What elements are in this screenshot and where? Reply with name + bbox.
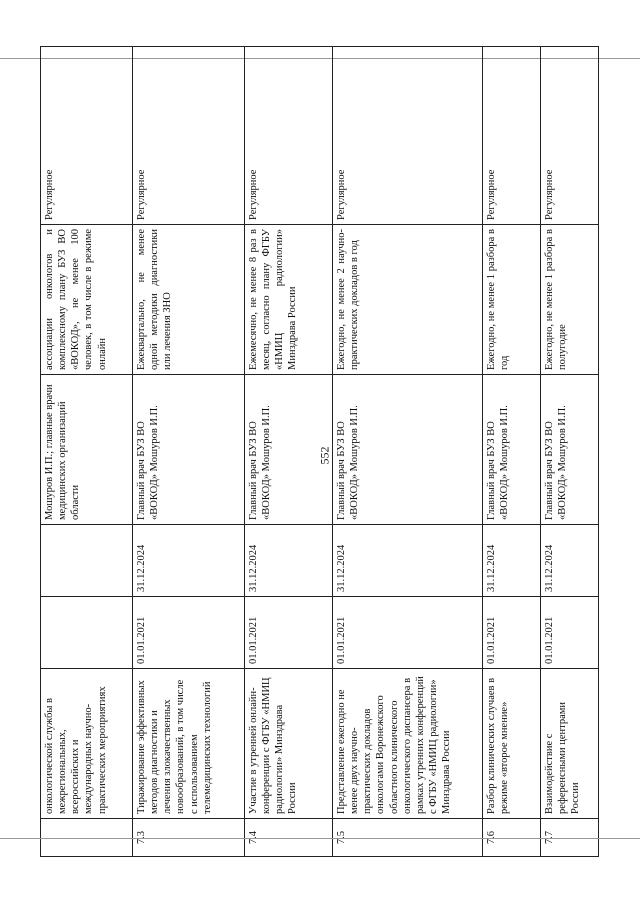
indicator-cell: Ежегодно, не менее 2 научно-практических докладов в год (333, 225, 483, 375)
responsible-cell: Главный врач БУЗ ВО «ВОКОД» Мошуров И.П. (333, 375, 483, 525)
type-cell: Регулярное (41, 47, 133, 225)
start-date-cell: 01.01.2021 (133, 597, 245, 669)
indicator-cell: Ежегодно, не менее 1 разбора в год (483, 225, 541, 375)
indicator-cell: Ежегодно, не менее 1 разбора в полугодие (541, 225, 599, 375)
type-cell: Регулярное (245, 47, 333, 225)
indicator-cell: Ежеквартально, не менее одной методики диагностики или лечения ЗНО (133, 225, 245, 375)
start-date-cell: 01.01.2021 (245, 597, 333, 669)
end-date-cell: 31.12.2024 (133, 525, 245, 597)
plan-table (40, 46, 599, 857)
end-date-cell: 31.12.2024 (333, 525, 483, 597)
indicator-cell: Ежемесячно, не менее 8 раз в месяц, согласно плану ФГБУ «НМИЦ радиологии» Минздрава России (245, 225, 333, 375)
table-row (333, 47, 483, 857)
event-cell: Тиражирование эффективных методов диагностики и лечения злокачественных новообразований, в том числе с использованием телемедицинских технологий (133, 669, 245, 819)
table-row (541, 47, 599, 857)
indicator-cell: ассоциации онкологов и комплексному плану БУЗ ВО «ВОКОД», не менее 100 человек, в том числе в режиме онлайн (41, 225, 133, 375)
responsible-cell: Главный врач БУЗ ВО «ВОКОД» Мошуров И.П. (245, 375, 333, 525)
table-row (483, 47, 541, 857)
event-cell: онкологической службы в межрегиональных, всероссийских и международных научно-практических мероприятиях (41, 669, 133, 819)
table-row (133, 47, 245, 857)
type-cell: Регулярное (133, 47, 245, 225)
end-date-cell: 31.12.2024 (541, 525, 599, 597)
start-date-cell: 01.01.2021 (483, 597, 541, 669)
event-cell: Представление ежегодно не менее двух научно-практических докладов онкологами Воронежского областного клинического онкологического диспансера в рамках утренних конференций с ФГБУ «НМИЦ радиологии» Минздрава России (333, 669, 483, 819)
type-cell: Регулярное (483, 47, 541, 225)
scan-edge-bottom (0, 838, 640, 839)
rotated-table-container (40, 47, 600, 857)
end-date-cell: 31.12.2024 (483, 525, 541, 597)
responsible-cell: Главный врач БУЗ ВО «ВОКОД» Мошуров И.П. (483, 375, 541, 525)
table-row (41, 47, 133, 857)
responsible-cell: Главный врач БУЗ ВО «ВОКОД» Мошуров И.П. (133, 375, 245, 525)
end-date-cell (41, 525, 133, 597)
page-number: 552 (317, 446, 332, 465)
start-date-cell: 01.01.2021 (333, 597, 483, 669)
responsible-cell: Главный врач БУЗ ВО «ВОКОД» Мошуров И.П. (541, 375, 599, 525)
type-cell: Регулярное (333, 47, 483, 225)
event-cell: Взаимодействие с референсными центрами России (541, 669, 599, 819)
event-cell: Участие в утренней онлайн-конференции с ФГБУ «НМИЦ радиологии» Минздрава России (245, 669, 333, 819)
start-date-cell (41, 597, 133, 669)
event-cell: Разбор клинических случаев в режиме «второе мнение» (483, 669, 541, 819)
type-cell: Регулярное (541, 47, 599, 225)
end-date-cell: 31.12.2024 (245, 525, 333, 597)
responsible-cell: Мошуров И.П.; главные врачи медицинских организаций области (41, 375, 133, 525)
table-row (245, 47, 333, 857)
start-date-cell: 01.01.2021 (541, 597, 599, 669)
